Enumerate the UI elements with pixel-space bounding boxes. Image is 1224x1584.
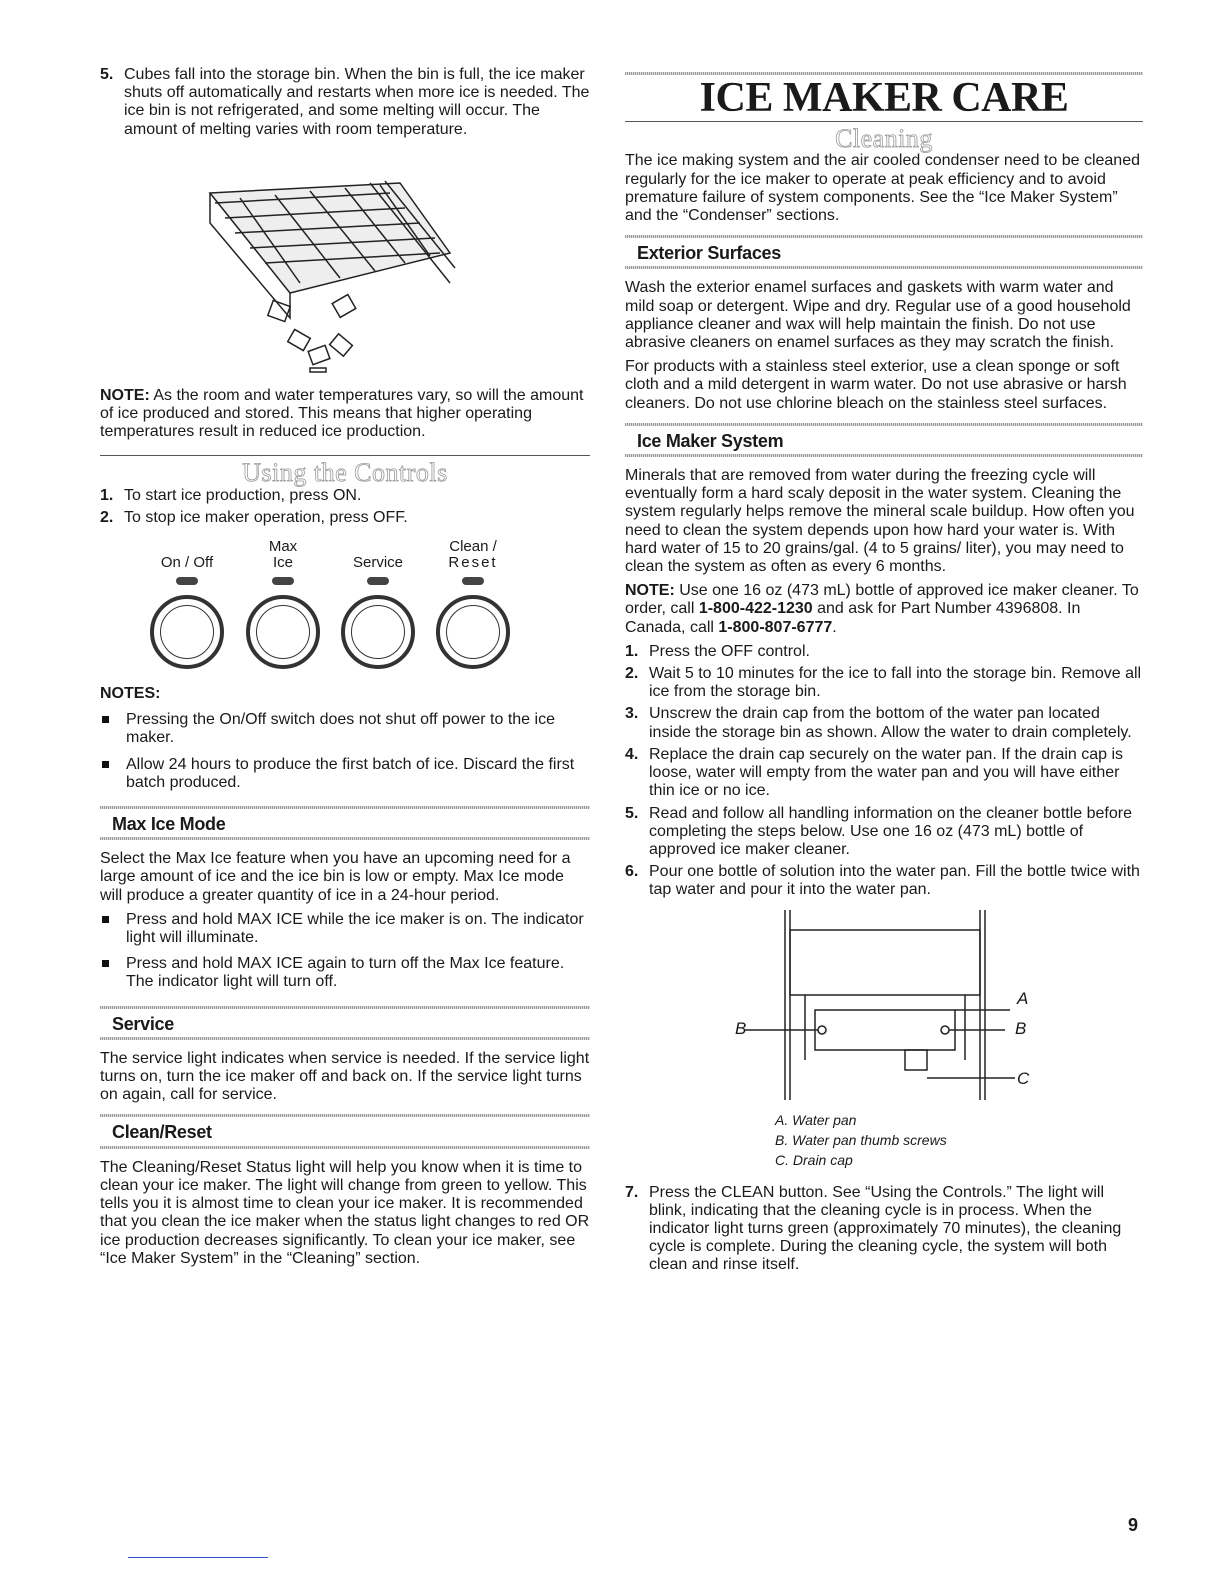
section-heading-controls: Using the Controls [242, 458, 448, 488]
subheading-service: Service [112, 1013, 174, 1034]
step: 1. To start ice production, press ON. [100, 486, 362, 504]
note: NOTE: Use one 16 oz (473 mL) bottle of approved ice maker cleaner. To order, call 1-800-422-1230 and ask for Part Number 4396808. In Canada, call 1-800-807-6777. [625, 582, 1139, 636]
step: 5. Read and follow all handling information on the cleaner bottle before completing the steps below. Use one 16 oz (473 mL) bottle of approved ice maker cleaner. [625, 804, 1132, 858]
button-circle-icon [436, 595, 510, 669]
intro-step: 5. Cubes fall into the storage bin. When the bin is full, the ice maker shuts off automatically and restarts when more ice is needed. The ice bin is not refrigerated, and some melting will occur. The amount of melting varies with room temperature. [100, 66, 590, 138]
label-a: A [1017, 988, 1029, 1008]
button-circle-icon [150, 595, 224, 669]
step: 3. Unscrew the drain cap from the bottom of the water pan located inside the storage bin as shown. Allow the water to drain completely. [625, 705, 1132, 741]
water-pan-illustration [625, 910, 1143, 1110]
bullet-item: Allow 24 hours to produce the first batch of ice. Discard the first batch produced. [100, 756, 590, 792]
divider [625, 454, 1143, 457]
section-heading-cleaning: Cleaning [835, 124, 933, 154]
right-column [625, 66, 1143, 1279]
caption: C. Drain cap [775, 1151, 853, 1168]
max-ice-button: Max Ice [238, 537, 328, 669]
divider [625, 266, 1143, 269]
button-circle-icon [246, 595, 320, 669]
step: 2. Wait 5 to 10 minutes for the ice to fall into the storage bin. Remove all ice from the storage bin. [625, 665, 1142, 701]
divider [100, 455, 590, 456]
indicator-light [272, 577, 294, 585]
label-b: B [735, 1018, 747, 1038]
step: 7. Press the CLEAN button. See “Using the Controls.” The light will blink, indicating that the cleaning cycle is in process. When the indicator light turns green (approximately 70 minutes), the cleaning cycle is complete. During the cleaning cycle, the system will both clean and rinse itself. [625, 1183, 1122, 1274]
step: 2. To stop ice maker operation, press OFF. [100, 508, 408, 526]
page-title: ICE MAKER CARE [699, 75, 1069, 121]
phone-number: 1-800-807-6777 [718, 618, 833, 636]
caption: B. Water pan thumb screws [775, 1131, 947, 1148]
label-c: C [1017, 1068, 1030, 1088]
paragraph: Minerals that are removed from water during the freezing cycle will eventually form a hard scaly deposit in the water system. Cleaning the system regularly helps remove the mineral scale buildup. How often you need to clean the system depends upon how hard your water is. With hard water of 15 to 20 grains/gal. (4 to 5 grains/ liter), you may need to clean the system as often as every 6 months. [625, 467, 1135, 576]
paragraph: For products with a stainless steel exterior, use a clean sponge or soft cloth and a mild detergent in warm water. Do not use abrasive or harsh cleaners. Do not use chlorine bleach on the stainless steel surfaces. [625, 358, 1127, 412]
divider [625, 121, 1143, 122]
bullet-item: Press and hold MAX ICE while the ice maker is on. The indicator light will illuminate. [100, 911, 590, 947]
step: 6. Pour one bottle of solution into the water pan. Fill the bottle twice with tap water and pour it into the water pan. [625, 863, 1140, 899]
ice-bin-illustration [100, 143, 590, 373]
indicator-light [462, 577, 484, 585]
note: NOTE: As the room and water temperatures vary, so will the amount of ice produced and stored. This means that higher operating temperatures result in reduced ice production. [100, 386, 584, 441]
notes-label: NOTES: [100, 685, 161, 703]
bullet-item: Press and hold MAX ICE again to turn off the Max Ice feature. The indicator light will turn off. [100, 955, 590, 991]
bullet-icon [100, 711, 126, 747]
button-circle-icon [341, 595, 415, 669]
label-b: B [1015, 1018, 1027, 1038]
footer-line [128, 1557, 268, 1558]
divider [100, 1146, 590, 1149]
water-pan-diagram [625, 910, 1143, 1110]
subheading-ice-maker-system: Ice Maker System [637, 430, 784, 451]
paragraph: The ice making system and the air cooled condenser need to be cleaned regularly for the ice maker to operate at peak efficiency and to avoid premature failure of system components. See the “Ice Maker System” and the “Condenser” sections. [625, 152, 1140, 225]
phone-number: 1-800-422-1230 [698, 600, 813, 618]
subheading-exterior: Exterior Surfaces [637, 243, 781, 264]
bullet-item: Pressing the On/Off switch does not shut off power to the ice maker. [100, 711, 590, 747]
left-column [100, 66, 590, 1274]
paragraph: The Cleaning/Reset Status light will help you know when it is time to clean your ice maker. The light will change from green to yellow. This tells you it is almost time to clean your ice maker. It is recommended that you clean the ice maker when the status light changes to red OR ice production decreases significantly. To clean your ice maker, see “Ice Maker System” in the “Cleaning” section. [100, 1158, 590, 1267]
paragraph: Select the Max Ice feature when you have an upcoming need for a large amount of ice and the ice bin is low or empty. Max Ice mode will produce a greater quantity of ice in a 24-hour period. [100, 850, 571, 904]
divider [100, 1037, 590, 1040]
clean-reset-button: Clean / Reset [428, 537, 518, 669]
paragraph: The service light indicates when service is needed. If the service light turns on, turn the ice maker off and back on. If the service light turns on again, call for service. [100, 1049, 590, 1104]
indicator-light [176, 577, 198, 585]
divider [100, 837, 590, 840]
on-off-button: On / Off [142, 537, 232, 669]
subheading-max-ice: Max Ice Mode [112, 814, 226, 835]
control-panel-diagram [100, 537, 590, 677]
step: 4. Replace the drain cap securely on the water pan. If the drain cap is loose, water will empty from the water pan and you will have either thin ice or no ice. [625, 745, 1124, 800]
bullet-icon [100, 911, 126, 947]
bullet-icon [100, 955, 126, 991]
caption: A. Water pan [775, 1111, 857, 1128]
step: 1. Press the OFF control. [625, 642, 810, 660]
bullet-icon [100, 756, 126, 792]
subheading-clean-reset: Clean/Reset [112, 1122, 212, 1143]
paragraph: Wash the exterior enamel surfaces and gaskets with warm water and mild soap or detergent. Wipe and dry. Regular use of a good household appliance cleaner and wax will help maintain the finish. Do not use abrasive cleaners on enamel surfaces as they may scratch the finish. [625, 279, 1131, 352]
page-number: 9 [1128, 1515, 1139, 1535]
service-button: Service [333, 537, 423, 669]
indicator-light [367, 577, 389, 585]
